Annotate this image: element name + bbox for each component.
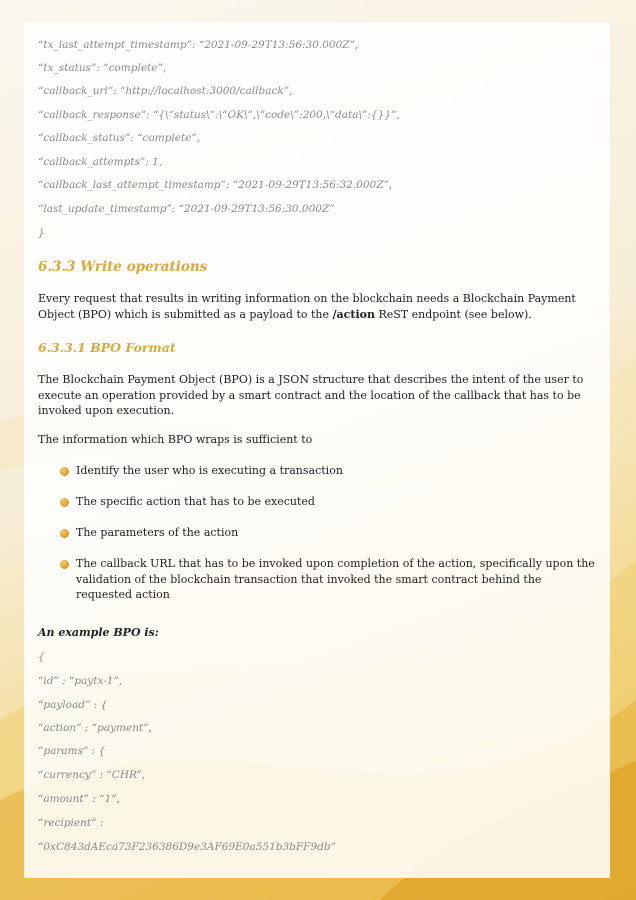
code-line: “last_update_timestamp”: “2021-09-29T13:56:30.000Z” — [38, 203, 335, 215]
code-line: “0xC843dAEca73F236386D9e3AF69E0a551b3bFF9db” — [38, 841, 336, 853]
code-line: “callback_last_attempt_timestamp”: “2021-09-29T13:56:32.000Z”, — [38, 179, 393, 191]
code-line: “callback_attempts”: 1, — [38, 156, 163, 168]
code-line: “tx_last_attempt_timestamp”: “2021-09-29T13:56:30.000Z”, — [38, 39, 359, 51]
bullet-dot-icon — [60, 467, 69, 476]
example-heading: An example BPO is: — [38, 626, 159, 639]
write-ops-paragraph — [38, 291, 600, 322]
write-ops-text-before: Every request that results in writing information on the blockchain needs a Blockchain Payment Object (BPO) which is submitted as a payload to the — [38, 292, 576, 321]
bullet-text: The specific action that has to be executed — [76, 495, 315, 508]
bpo-description-paragraph: The Blockchain Payment Object (BPO) is a JSON structure that describes the intent of the user to execute an operation provided by a smart contract and the location of the callback that has to be invoked upon execution. — [38, 373, 584, 417]
code-line: “payload” : { — [38, 699, 108, 711]
code-line: { — [38, 651, 45, 663]
code-line: “amount” : “1”, — [38, 793, 120, 805]
bpo-wraps-paragraph: The information which BPO wraps is sufficient to — [38, 433, 313, 446]
write-ops-text-after: ReST endpoint (see below). — [374, 307, 532, 321]
code-line: “recipient” : — [38, 817, 104, 829]
bullet-text: The parameters of the action — [76, 526, 239, 539]
action-endpoint: /action — [332, 307, 375, 321]
bullet-text: The callback URL that has to be invoked upon completion of the action, specifically upon the validation of the blockchain transaction that invoked the smart contract behind the requested action — [76, 557, 595, 601]
bullet-dot-icon — [60, 498, 69, 507]
code-line: “id” : “paytx-1”, — [38, 675, 123, 687]
bullet-dot-icon — [60, 560, 69, 569]
document-page — [24, 22, 610, 878]
bullet-text: Identify the user who is executing a transaction — [76, 464, 343, 477]
code-line: “callback_status”: “complete”, — [38, 132, 201, 144]
section-heading-write-operations: 6.3.3 Write operations — [38, 259, 208, 275]
code-line: “currency” : “CHR”, — [38, 769, 146, 781]
code-line: “tx_status”: “complete”, — [38, 62, 167, 74]
code-line: “callback_url”: “http://localhost:3000/callback”, — [38, 85, 293, 97]
code-line: “action” : “payment”, — [38, 722, 152, 734]
code-line: “callback_response”: “{\“status\”:\“OK\”,\“code\”:200,\“data\”:{}}”, — [38, 109, 400, 121]
section-heading-bpo-format: 6.3.3.1 BPO Format — [38, 340, 176, 355]
code-line: “params” : { — [38, 745, 106, 757]
code-line: } — [38, 227, 45, 239]
bullet-dot-icon — [60, 529, 69, 538]
